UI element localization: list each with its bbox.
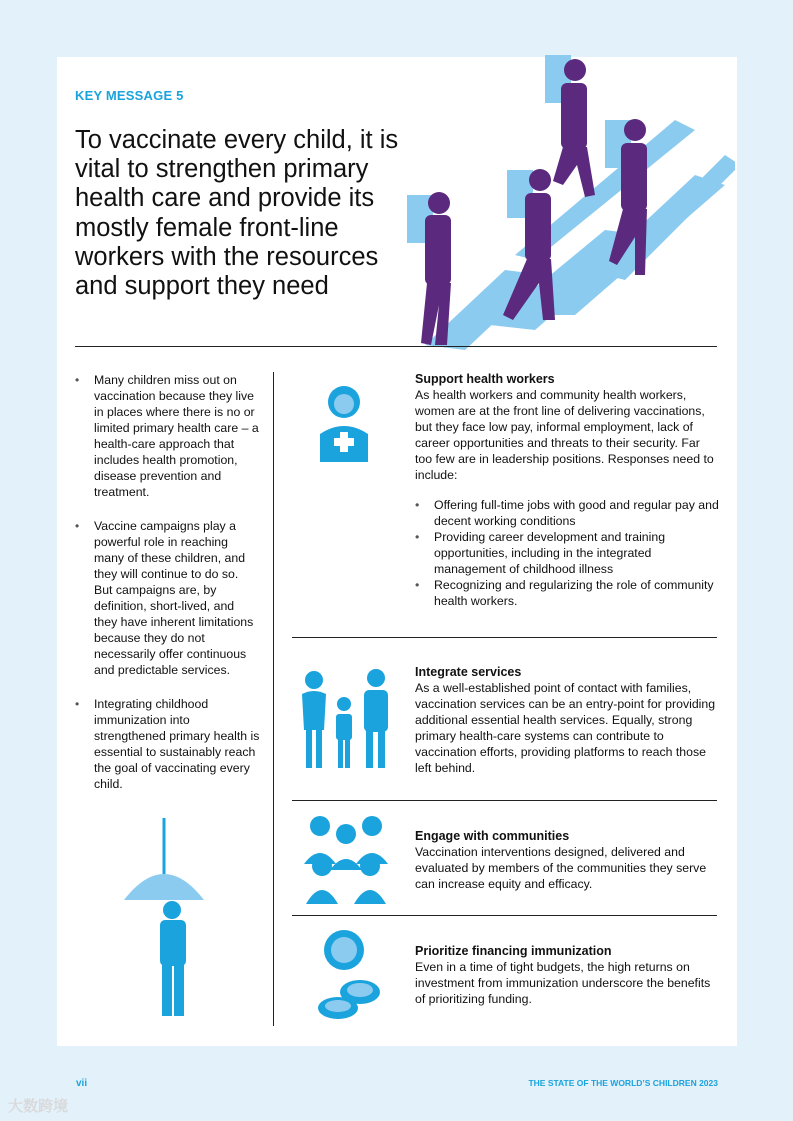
section-title: Integrate services: [415, 665, 522, 679]
section-title: Support health workers: [415, 372, 555, 386]
publication-title: THE STATE OF THE WORLD’S CHILDREN 2023: [528, 1078, 718, 1088]
header-divider: [75, 346, 717, 347]
response-item: • Offering full-time jobs with good and regular pay and decent working conditions: [415, 498, 719, 528]
page-number: vii: [76, 1078, 88, 1089]
prioritize-financing-section: [415, 943, 720, 1007]
left-bullet: • Vaccine campaigns play a powerful role in reaching many of these children, and they will continue to do so. But campaigns are, by definition, short-lived, and they have inherent limitations because they do not necessarily offer continuous and predictable services.: [75, 519, 254, 677]
column-divider: [273, 372, 274, 1026]
key-message-label: KEY MESSAGE 5: [75, 88, 184, 103]
integrate-services-section: [415, 664, 720, 776]
section-body: As health workers and community health workers, women are at the front line of delivering vaccinations, but they face low pay, informal employment, lack of career opportunities and threats to their security. Far too few are in leadership positions. Responses need to include:: [415, 388, 714, 482]
section-body: Even in a time of tight budgets, the high returns on investment from immunization underscore the benefits of prioritizing funding.: [415, 960, 711, 1006]
worker-back-left: [545, 55, 595, 197]
family-icon: [298, 668, 394, 770]
headline: To vaccinate every child, it is vital to strengthen primary health care and provide its mostly female front-line workers with the resources and support they need: [75, 126, 399, 301]
section-divider: [292, 637, 717, 638]
response-item: • Recognizing and regularizing the role of community health workers.: [415, 578, 714, 608]
left-bullet: • Many children miss out on vaccination because they live in places where there is no or limited primary health care – a health-care approach that includes health promotion, disease prevention and treatment.: [75, 373, 259, 499]
response-list: [415, 497, 720, 609]
umbrella-worker-illustration: [120, 818, 210, 1023]
response-item: • Providing career development and training opportunities, including in the integrated management of childhood illness: [415, 530, 666, 576]
section-body: Vaccination interventions designed, delivered and evaluated by members of the communities they serve can increase equity and efficacy.: [415, 845, 707, 891]
engage-communities-section: [415, 828, 720, 892]
worker-front: [407, 192, 451, 345]
section-divider: [292, 915, 717, 916]
section-title: Engage with communities: [415, 829, 570, 843]
section-divider: [292, 800, 717, 801]
community-icon: [300, 812, 392, 904]
section-body: As a well-established point of contact with families, vaccination services can be an entry-point for providing additional essential health services. Equally, strong primary health-care systems can contribute to vaccination efforts, providing platforms to reach those left behind.: [415, 681, 716, 775]
health-worker-icon: [316, 382, 372, 466]
left-bullet-list: [75, 372, 260, 810]
section-title: Prioritize financing immunization: [415, 944, 612, 958]
coins-icon: [316, 930, 384, 1022]
support-health-workers-section: [415, 371, 720, 609]
health-workers-illustration: [395, 25, 735, 360]
watermark: 大数跨境: [8, 1098, 69, 1115]
left-bullet: • Integrating childhood immunization into strengthened primary health is essential to sustainably reach the goal of vaccinating every child.: [75, 697, 260, 791]
